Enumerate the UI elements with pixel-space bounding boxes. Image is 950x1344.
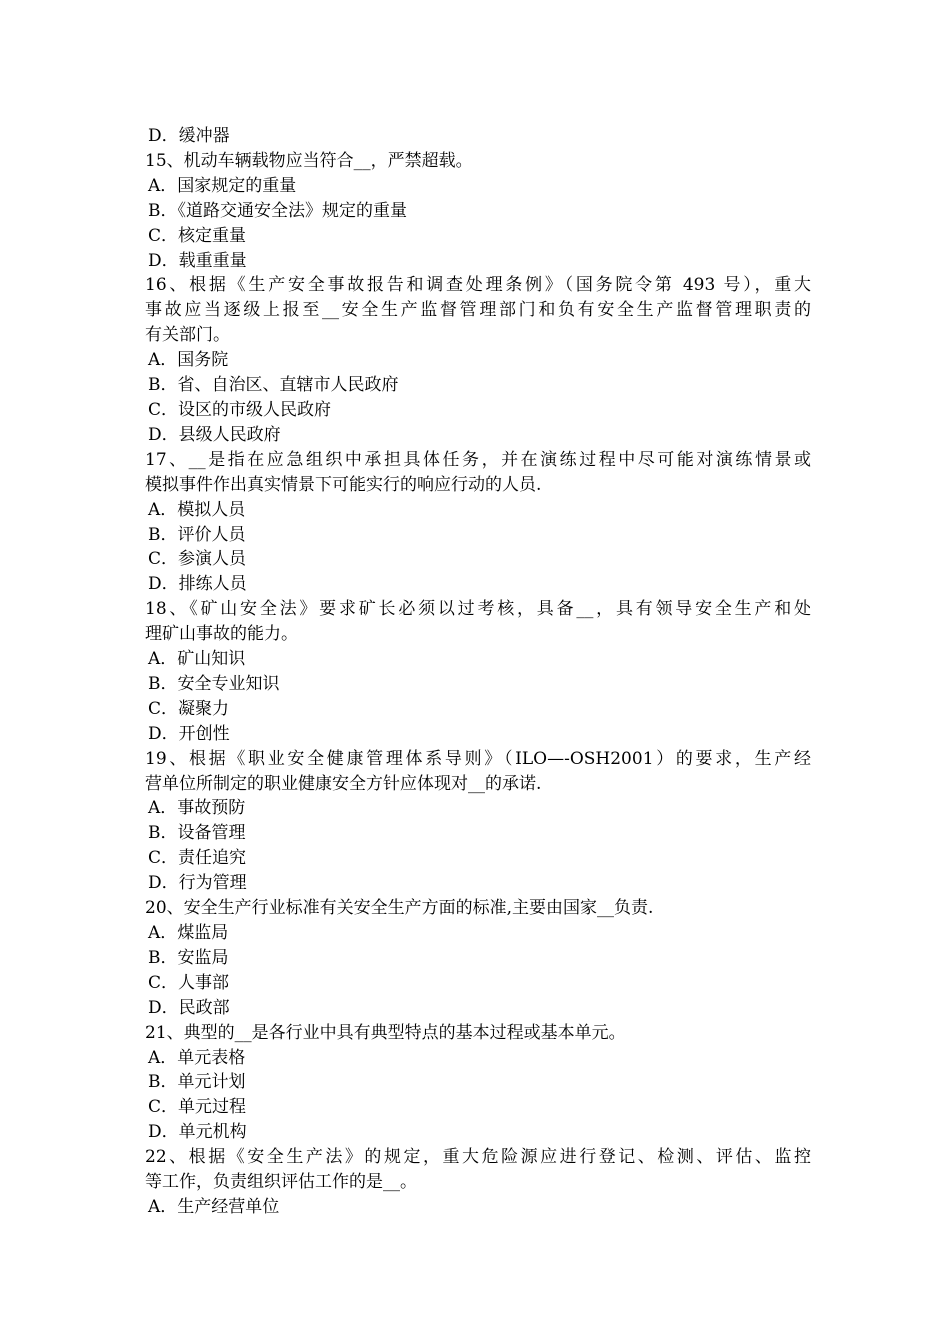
question-text-line: 19、根据《职业安全健康管理体系导则》（ILO—-OSH2001）的要求，生产经: [145, 748, 811, 769]
answer-option: D．缓冲器: [148, 126, 230, 146]
question-list: [145, 124, 811, 1220]
answer-option: D．开创性: [148, 723, 230, 744]
question-text-line: 有关部门。: [145, 325, 230, 346]
answer-option: B．安全专业知识: [148, 673, 280, 694]
answer-option: B．安监局: [148, 947, 229, 968]
question-text-line: 营单位所制定的职业健康安全方针应体现对__的承诺.: [145, 773, 542, 794]
answer-option: C．人事部: [148, 972, 230, 993]
answer-option: B．设备管理: [148, 823, 246, 844]
question-text-line: 理矿山事故的能力。: [145, 624, 298, 645]
answer-option: A．模拟人员: [148, 499, 246, 520]
answer-option: D．排练人员: [148, 574, 247, 595]
answer-option: D．载重重量: [148, 250, 247, 271]
answer-option: B．评价人员: [148, 524, 246, 545]
answer-option: D．单元机构: [148, 1122, 247, 1143]
answer-option: B．《道路交通安全法》规定的重量: [148, 200, 407, 221]
answer-option: D．民政部: [148, 997, 230, 1018]
answer-option: C．单元过程: [148, 1097, 247, 1118]
question-text-line: 事故应当逐级上报至__安全生产监督管理部门和负有安全生产监督管理职责的: [145, 300, 811, 321]
answer-option: A．煤监局: [148, 923, 229, 943]
question-text-line: 22、根据《安全生产法》的规定，重大危险源应进行登记、检测、评估、监控: [145, 1147, 811, 1168]
answer-option: C．核定重量: [148, 225, 247, 246]
answer-option: C．凝聚力: [148, 698, 230, 719]
answer-option: A．生产经营单位: [148, 1196, 280, 1217]
answer-option: A．事故预防: [148, 798, 246, 819]
answer-option: C．责任追究: [148, 848, 247, 869]
answer-option: A．单元表格: [148, 1047, 246, 1068]
answer-option: A．国务院: [148, 350, 229, 371]
answer-option: D．行为管理: [148, 873, 247, 894]
question-text-line: 21、典型的__是各行业中具有典型特点的基本过程或基本单元。: [145, 1022, 626, 1043]
question-text-line: 16、根据《生产安全事故报告和调查处理条例》（国务院令第 493 号），重大: [145, 275, 811, 296]
answer-option: C．设区的市级人民政府: [148, 399, 332, 420]
answer-option: D．县级人民政府: [148, 424, 281, 445]
question-text-line: 20、安全生产行业标准有关安全生产方面的标准,主要由国家__负责.: [145, 898, 654, 919]
answer-option: C．参演人员: [148, 549, 247, 570]
question-text-line: 等工作，负责组织评估工作的是__。: [145, 1172, 417, 1193]
question-text-line: 模拟事件作出真实情景下可能实行的响应行动的人员.: [145, 474, 542, 495]
answer-option: A．矿山知识: [148, 649, 246, 670]
question-text-line: 15、机动车辆载物应当符合__，严禁超载。: [145, 150, 473, 171]
question-text-line: 17、__是指在应急组织中承担具体任务，并在演练过程中尽可能对演练情景或: [145, 449, 811, 470]
question-text-line: 18、《矿山安全法》要求矿长必须以过考核，具备__，具有领导安全生产和处: [145, 599, 811, 620]
answer-option: B．单元计划: [148, 1072, 246, 1093]
answer-option: A．国家规定的重量: [148, 175, 297, 196]
answer-option: B．省、自治区、直辖市人民政府: [148, 375, 399, 396]
